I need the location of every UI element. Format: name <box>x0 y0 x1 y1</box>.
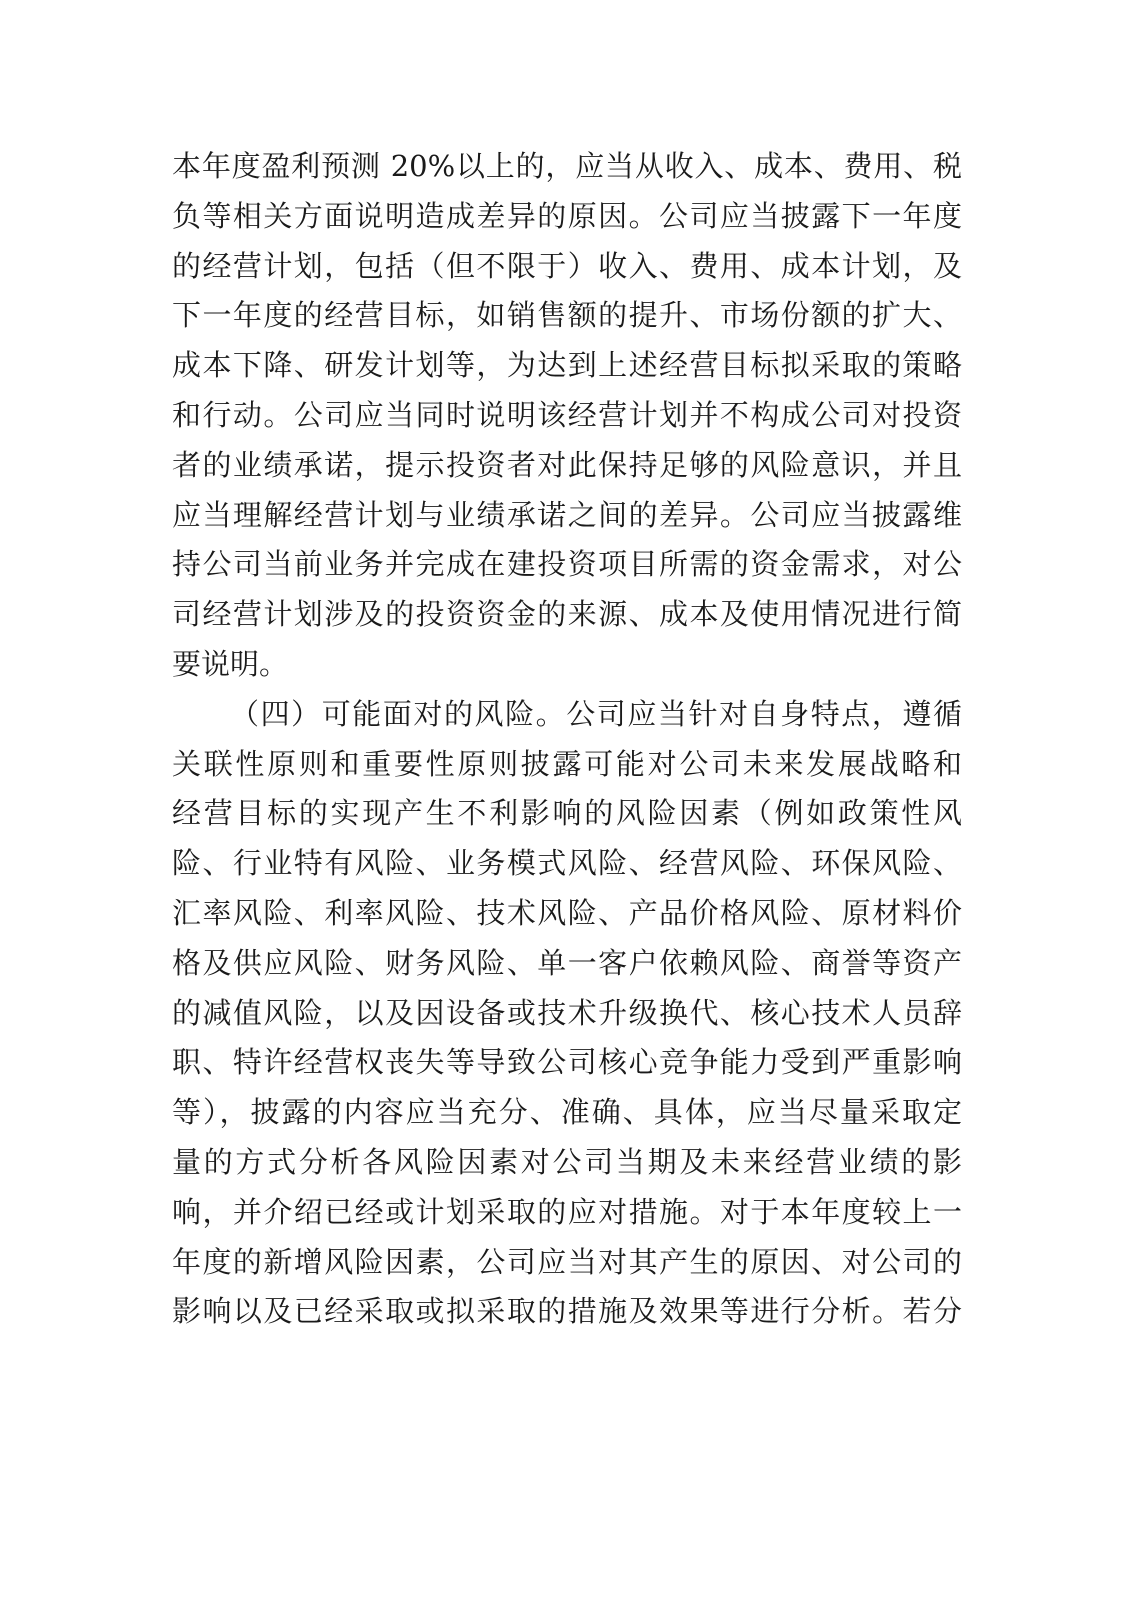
text-line: 持公司当前业务并完成在建投资项目所需的资金需求，对公 <box>172 547 962 582</box>
text-line: 要说明。 <box>172 646 289 681</box>
text-line: 年度的新增风险因素，公司应当对其产生的原因、对公司的 <box>172 1244 962 1279</box>
text-line: 经营目标的实现产生不利影响的风险因素（例如政策性风 <box>172 796 962 831</box>
text-line: 响，并介绍已经或计划采取的应对措施。对于本年度较上一 <box>172 1194 962 1229</box>
text-line: 职、特许经营权丧失等导致公司核心竞争能力受到严重影响 <box>172 1045 962 1080</box>
body-text <box>172 142 962 1337</box>
text-line: 的减值风险，以及因设备或技术升级换代、核心技术人员辞 <box>172 995 962 1030</box>
text-line: 和行动。公司应当同时说明该经营计划并不构成公司对投资 <box>172 397 962 432</box>
text-line: 成本下降、研发计划等，为达到上述经营目标拟采取的策略 <box>172 348 962 383</box>
text-line: 者的业绩承诺，提示投资者对此保持足够的风险意识，并且 <box>172 447 962 482</box>
paragraph-business-plan <box>172 142 962 690</box>
text-line: 量的方式分析各风险因素对公司当期及未来经营业绩的影 <box>172 1144 962 1179</box>
text-line: 下一年度的经营目标，如销售额的提升、市场份额的扩大、 <box>172 298 962 333</box>
text-line: （四）可能面对的风险。公司应当针对自身特点，遵循 <box>230 696 962 731</box>
text-line: 司经营计划涉及的投资资金的来源、成本及使用情况进行简 <box>172 597 962 632</box>
text-line: 汇率风险、利率风险、技术风险、产品价格风险、原材料价 <box>172 895 962 930</box>
text-line: 负等相关方面说明造成差异的原因。公司应当披露下一年度 <box>172 198 962 233</box>
text-line: 格及供应风险、财务风险、单一客户依赖风险、商誉等资产 <box>172 945 962 980</box>
text-line: 应当理解经营计划与业绩承诺之间的差异。公司应当披露维 <box>172 497 962 532</box>
paragraph-risks <box>172 690 962 1337</box>
text-line: 影响以及已经采取或拟采取的措施及效果等进行分析。若分 <box>172 1294 962 1329</box>
text-line: 关联性原则和重要性原则披露可能对公司未来发展战略和 <box>172 746 962 781</box>
text-line: 的经营计划，包括（但不限于）收入、费用、成本计划，及 <box>172 248 962 283</box>
text-line: 本年度盈利预测 20%以上的，应当从收入、成本、费用、税 <box>172 149 962 183</box>
text-line: 等），披露的内容应当充分、准确、具体，应当尽量采取定 <box>172 1095 962 1130</box>
text-line: 险、行业特有风险、业务模式风险、经营风险、环保风险、 <box>172 846 962 881</box>
